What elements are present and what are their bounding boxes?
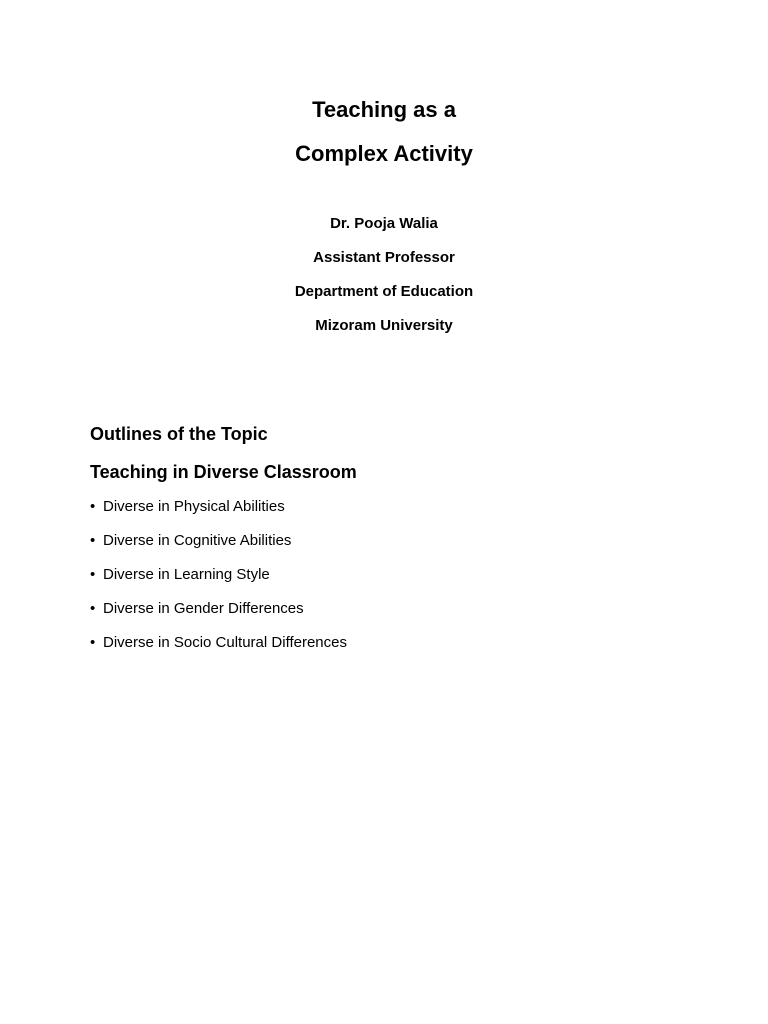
bullet-list	[90, 498, 347, 668]
author-name: Dr. Pooja Walia	[330, 215, 438, 232]
author-institution: Mizoram University	[315, 317, 453, 334]
title-line-2: Complex Activity	[295, 141, 473, 166]
outline-heading: Outlines of the Topic	[90, 424, 268, 444]
bullet-icon: •	[90, 566, 96, 583]
list-item	[90, 532, 347, 550]
list-item-text: Diverse in Gender Differences	[103, 600, 304, 617]
list-item	[90, 600, 347, 618]
bullet-icon: •	[90, 532, 96, 549]
list-item-text: Diverse in Cognitive Abilities	[103, 532, 292, 549]
author-position: Assistant Professor	[313, 249, 455, 266]
title-line-1: Teaching as a	[312, 97, 456, 122]
list-item-text: Diverse in Physical Abilities	[103, 498, 285, 515]
list-item	[90, 498, 347, 516]
bullet-icon: •	[90, 600, 96, 617]
section-heading: Teaching in Diverse Classroom	[90, 462, 357, 482]
bullet-icon: •	[90, 634, 96, 651]
bullet-icon: •	[90, 498, 96, 515]
list-item	[90, 634, 347, 652]
list-item-text: Diverse in Socio Cultural Differences	[103, 634, 347, 651]
author-department: Department of Education	[294, 283, 474, 300]
list-item	[90, 566, 347, 584]
list-item-text: Diverse in Learning Style	[103, 566, 270, 583]
